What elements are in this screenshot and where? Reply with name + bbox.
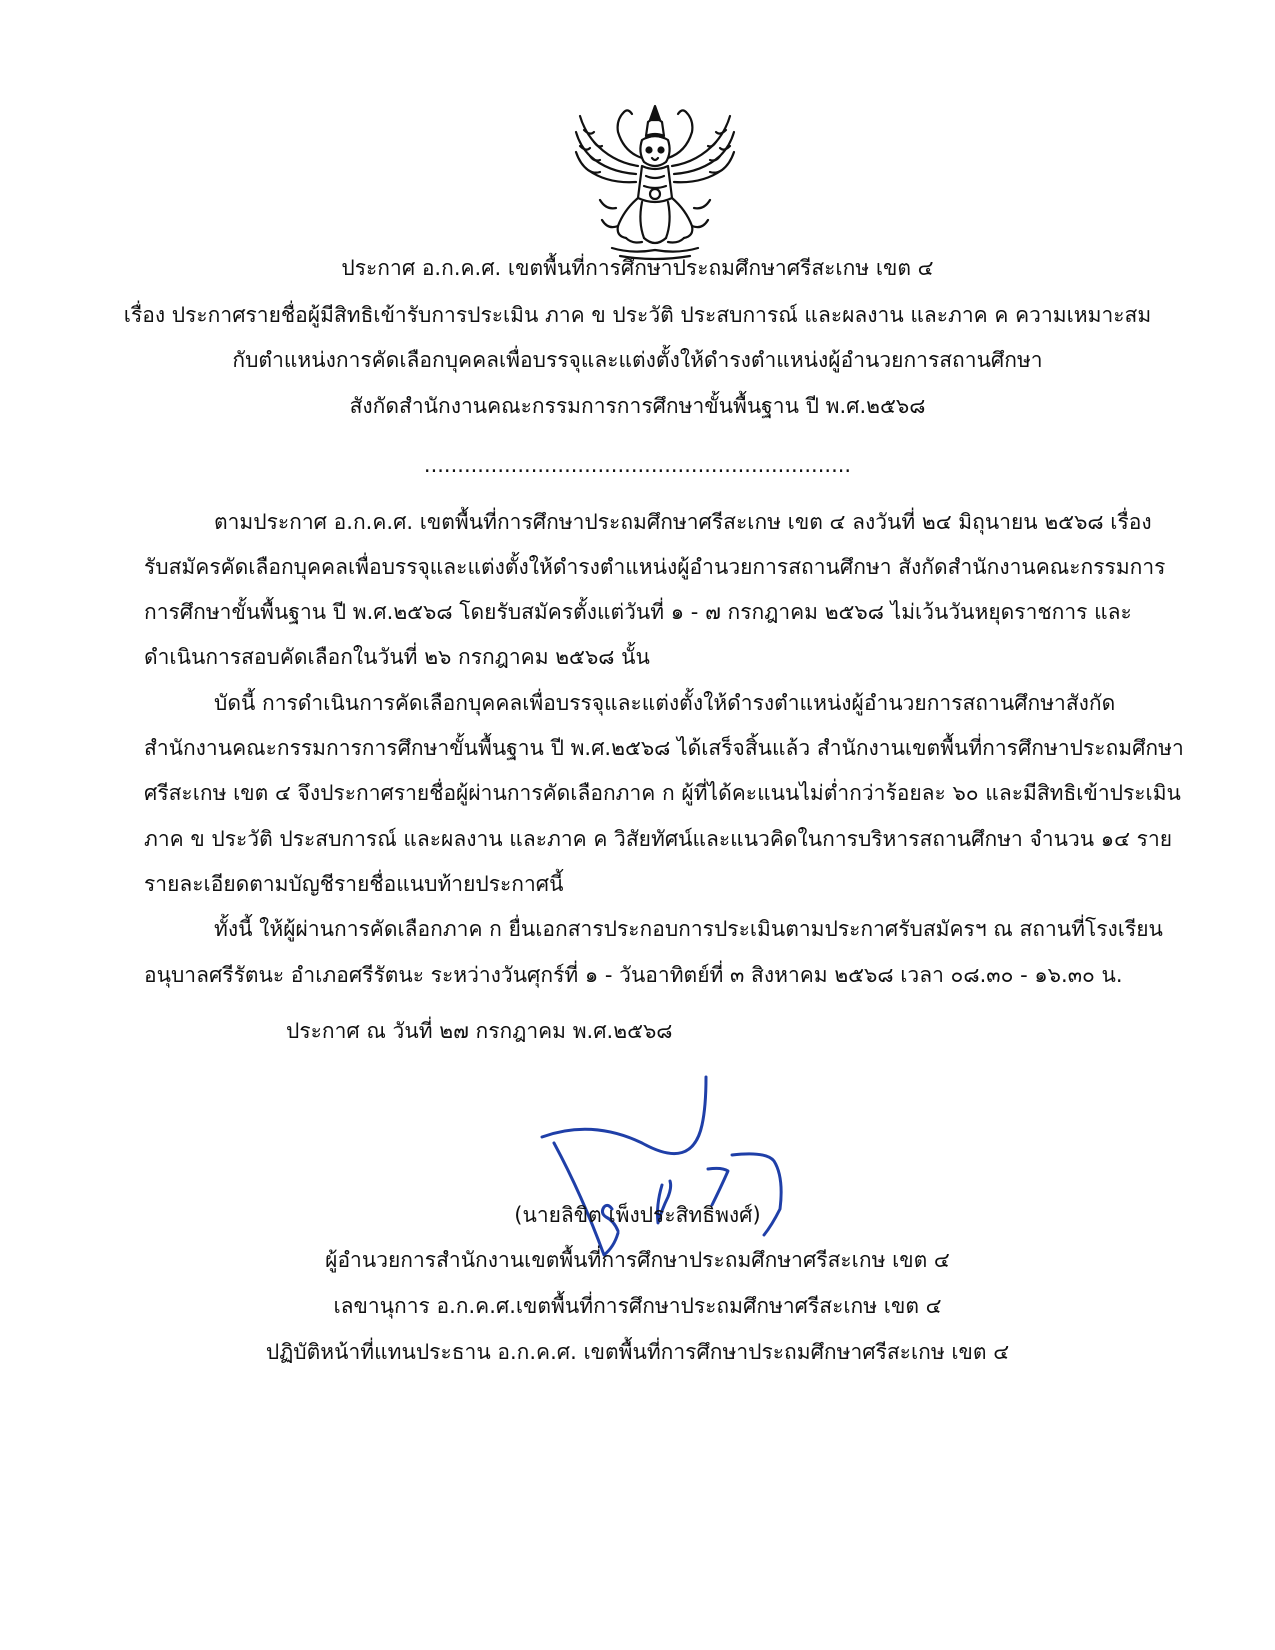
signatory-position-3: ปฏิบัติหน้าที่แทนประธาน อ.ก.ค.ศ. เขตพื้นที่การศึกษาประถมศึกษาศรีสะเกษ เขต ๔	[265, 1340, 1010, 1364]
document-subject-line-3: สังกัดสำนักงานคณะกรรมการการศึกษาขั้นพื้นฐาน ปี พ.ศ.๒๕๖๘	[349, 394, 926, 418]
paragraph-1-line-2: รับสมัครคัดเลือกบุคคลเพื่อบรรจุและแต่งตั้งให้ดำรงตำแหน่งผู้อำนวยการสถานศึกษา สังกัดสำนักงานคณะกรรมการ	[144, 555, 1166, 579]
signatory-position-1: ผู้อำนวยการสำนักงานเขตพื้นที่การศึกษาประถมศึกษาศรีสะเกษ เขต ๔	[325, 1248, 950, 1272]
signatory-name: (นายลิขิต เพ็งประสิทธิพงศ์)	[514, 1203, 761, 1227]
paragraph-3-line-1: ทั้งนี้ ให้ผู้ผ่านการคัดเลือกภาค ก ยื่นเอกสารประกอบการประเมินตามประกาศรับสมัครฯ ณ สถานที่โรงเรียน	[214, 917, 1163, 941]
paragraph-2-line-1: บัดนี้ การดำเนินการคัดเลือกบุคคลเพื่อบรรจุและแต่งตั้งให้ดำรงตำแหน่งผู้อำนวยการสถานศึกษาสังกัด	[214, 691, 1116, 715]
handwritten-signature	[552, 1105, 842, 1257]
paragraph-1-line-4: ดำเนินการสอบคัดเลือกในวันที่ ๒๖ กรกฎาคม ๒๕๖๘ นั้น	[144, 645, 650, 669]
paragraph-3-line-2: อนุบาลศรีรัตนะ อำเภอศรีรัตนะ ระหว่างวันศุกร์ที่ ๑ - วันอาทิตย์ที่ ๓ สิงหาคม ๒๕๖๘ เวลา ๐๘.๓๐ - ๑๖.๓๐ น.	[144, 963, 1123, 987]
paragraph-2-line-2: สำนักงานคณะกรรมการการศึกษาขั้นพื้นฐาน ปี พ.ศ.๒๕๖๘ ได้เสร็จสิ้นแล้ว สำนักงานเขตพื้นที่การศึกษาประถมศึกษา	[144, 736, 1184, 760]
paragraph-1-line-1: ตามประกาศ อ.ก.ค.ศ. เขตพื้นที่การศึกษาประถมศึกษาศรีสะเกษ เขต ๔ ลงวันที่ ๒๔ มิถุนายน ๒๕๖๘ เรื่อง	[214, 510, 1152, 534]
signatory-position-2: เลขานุการ อ.ก.ค.ศ.เขตพื้นที่การศึกษาประถมศึกษาศรีสะเกษ เขต ๔	[333, 1294, 942, 1318]
announcement-date: ประกาศ ณ วันที่ ๒๗ กรกฎาคม พ.ศ.๒๕๖๘	[286, 1019, 673, 1043]
garuda-emblem-icon	[572, 102, 738, 264]
document-title: ประกาศ อ.ก.ค.ศ. เขตพื้นที่การศึกษาประถมศึกษาศรีสะเกษ เขต ๔	[341, 256, 934, 280]
document-subject-line-2: กับตำแหน่งการคัดเลือกบุคคลเพื่อบรรจุและแต่งตั้งให้ดำรงตำแหน่งผู้อำนวยการสถานศึกษา	[232, 348, 1043, 372]
paragraph-2-line-4: ภาค ข ประวัติ ประสบการณ์ และผลงาน และภาค ค วิสัยทัศน์และแนวคิดในการบริหารสถานศึกษา จำนวน ๑๔ ราย	[144, 827, 1173, 851]
paragraph-2-line-3: ศรีสะเกษ เขต ๔ จึงประกาศรายชื่อผู้ผ่านการคัดเลือกภาค ก ผู้ที่ได้คะแนนไม่ต่ำกว่าร้อยละ ๖๐ และมีสิทธิเข้าประเมิน	[144, 781, 1181, 805]
dotted-separator: ................................................................	[423, 453, 852, 477]
paragraph-2-line-5: รายละเอียดตามบัญชีรายชื่อแนบท้ายประกาศนี้	[144, 872, 564, 896]
paragraph-1-line-3: การศึกษาขั้นพื้นฐาน ปี พ.ศ.๒๕๖๘ โดยรับสมัครตั้งแต่วันที่ ๑ - ๗ กรกฎาคม ๒๕๖๘ ไม่เว้นวันหยุดราชการ และ	[144, 600, 1132, 624]
document-subject: เรื่อง ประกาศรายชื่อผู้มีสิทธิเข้ารับการประเมิน ภาค ข ประวัติ ประสบการณ์ และผลงาน และภาค ค ความเหมาะสม	[123, 303, 1152, 327]
